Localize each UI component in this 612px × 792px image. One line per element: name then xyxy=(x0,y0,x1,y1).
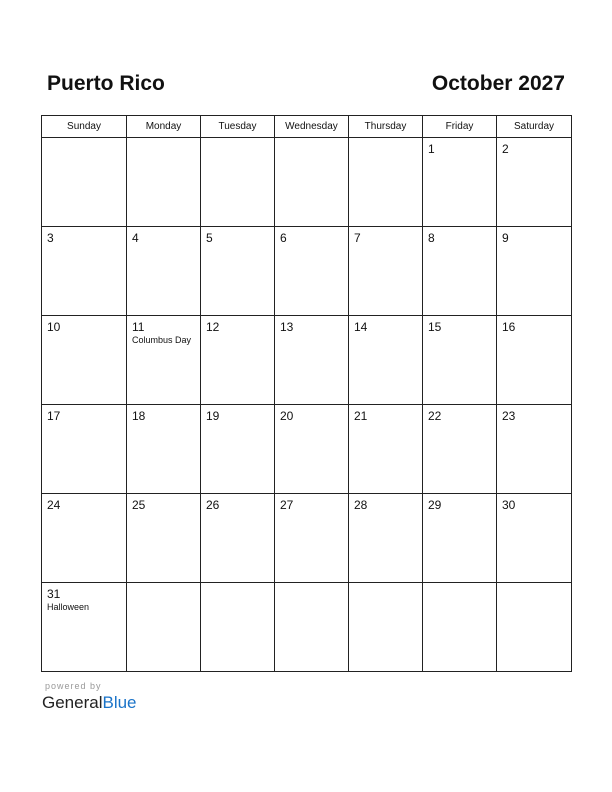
day-number: 15 xyxy=(428,320,442,334)
day-cell xyxy=(423,494,497,583)
day-cell-content xyxy=(497,405,571,427)
day-number: 22 xyxy=(428,409,442,423)
day-number: 16 xyxy=(502,320,516,334)
day-cell-content xyxy=(349,494,422,516)
weekday-friday: Friday xyxy=(423,116,497,138)
day-number: 29 xyxy=(428,498,442,512)
week-row xyxy=(42,316,572,405)
day-cell-content xyxy=(42,227,126,249)
day-number: 28 xyxy=(354,498,368,512)
week-row xyxy=(42,227,572,316)
week-row xyxy=(42,494,572,583)
day-cell-content xyxy=(497,227,571,249)
weekday-tuesday: Tuesday xyxy=(201,116,275,138)
day-cell-content xyxy=(349,227,422,249)
day-cell xyxy=(423,405,497,494)
weekday-header-row xyxy=(42,116,572,138)
day-cell-content xyxy=(349,583,422,591)
empty-day-cell xyxy=(127,138,201,227)
day-cell-content xyxy=(275,494,348,516)
day-cell xyxy=(349,405,423,494)
day-cell-content xyxy=(42,494,126,516)
day-cell xyxy=(127,405,201,494)
empty-day-cell xyxy=(201,138,275,227)
day-cell-content xyxy=(127,138,200,146)
day-cell-content xyxy=(127,583,200,591)
day-cell-content xyxy=(201,583,274,591)
day-cell xyxy=(275,227,349,316)
day-number: 12 xyxy=(206,320,220,334)
empty-day-cell xyxy=(127,583,201,672)
day-cell xyxy=(201,227,275,316)
empty-day-cell xyxy=(275,583,349,672)
day-cell xyxy=(42,316,127,405)
day-cell-content xyxy=(423,316,496,338)
day-number: 7 xyxy=(354,231,361,245)
empty-day-cell xyxy=(349,583,423,672)
day-cell xyxy=(423,138,497,227)
day-number: 20 xyxy=(280,409,294,423)
day-cell-content xyxy=(349,316,422,338)
day-cell-content xyxy=(275,138,348,146)
week-row xyxy=(42,405,572,494)
footer xyxy=(42,681,137,713)
day-cell xyxy=(423,316,497,405)
holiday-label: Columbus Day xyxy=(132,335,192,345)
holiday-label: Halloween xyxy=(47,602,90,612)
day-cell-content xyxy=(423,138,496,160)
day-number: 2 xyxy=(502,142,509,156)
day-cell xyxy=(42,227,127,316)
day-cell xyxy=(275,405,349,494)
brand-blue: Blue xyxy=(102,693,137,712)
day-cell-content xyxy=(497,583,571,591)
day-cell xyxy=(201,316,275,405)
day-number: 30 xyxy=(502,498,516,512)
day-cell-content xyxy=(201,138,274,146)
day-cell-content xyxy=(497,494,571,516)
day-cell-content xyxy=(42,405,126,427)
day-cell-content xyxy=(127,494,200,516)
calendar-grid xyxy=(41,115,572,672)
day-number: 27 xyxy=(280,498,294,512)
day-cell xyxy=(201,494,275,583)
day-cell-content xyxy=(497,138,571,160)
day-number: 13 xyxy=(280,320,294,334)
day-cell xyxy=(275,316,349,405)
day-cell-content xyxy=(127,227,200,249)
day-cell-content xyxy=(201,494,274,516)
month-title: October 2027 xyxy=(431,72,565,95)
day-cell xyxy=(275,494,349,583)
weekday-sunday: Sunday xyxy=(42,116,127,138)
empty-day-cell xyxy=(349,138,423,227)
empty-day-cell xyxy=(423,583,497,672)
day-cell xyxy=(349,227,423,316)
day-cell-content xyxy=(127,405,200,427)
day-number: 25 xyxy=(132,498,146,512)
day-cell xyxy=(423,227,497,316)
day-number: 10 xyxy=(47,320,61,334)
day-cell-content xyxy=(423,583,496,591)
day-number: 1 xyxy=(428,142,435,156)
day-number: 5 xyxy=(206,231,213,245)
day-cell-content xyxy=(201,316,274,338)
day-cell xyxy=(497,494,572,583)
day-cell xyxy=(127,316,201,405)
day-cell xyxy=(42,405,127,494)
day-cell-content xyxy=(423,405,496,427)
week-row xyxy=(42,583,572,672)
day-number: 3 xyxy=(47,231,54,245)
day-cell xyxy=(349,494,423,583)
day-number: 26 xyxy=(206,498,220,512)
day-cell xyxy=(497,138,572,227)
empty-day-cell xyxy=(201,583,275,672)
generalblue-logo[interactable] xyxy=(42,693,137,713)
day-cell-content xyxy=(275,405,348,427)
empty-day-cell xyxy=(275,138,349,227)
day-number: 23 xyxy=(502,409,516,423)
day-cell xyxy=(201,405,275,494)
weekday-saturday: Saturday xyxy=(497,116,572,138)
day-cell xyxy=(42,583,127,672)
day-cell-content xyxy=(423,494,496,516)
day-cell-content xyxy=(42,316,126,338)
day-cell-content xyxy=(275,583,348,591)
weekday-wednesday: Wednesday xyxy=(275,116,349,138)
weekday-thursday: Thursday xyxy=(349,116,423,138)
day-cell-content xyxy=(423,227,496,249)
day-number: 21 xyxy=(354,409,368,423)
day-cell xyxy=(127,494,201,583)
day-cell-content xyxy=(349,405,422,427)
brand-general: General xyxy=(42,693,103,712)
day-cell-content xyxy=(127,316,200,351)
day-cell-content xyxy=(201,227,274,249)
day-cell xyxy=(349,316,423,405)
day-cell-content xyxy=(42,138,126,146)
day-number: 11 xyxy=(132,320,145,334)
day-number: 24 xyxy=(47,498,61,512)
day-number: 8 xyxy=(428,231,435,245)
day-number: 19 xyxy=(206,409,220,423)
empty-day-cell xyxy=(42,138,127,227)
country-title: Puerto Rico xyxy=(47,72,165,95)
powered-by-text: powered by xyxy=(45,681,102,691)
day-number: 17 xyxy=(47,409,61,423)
day-cell-content xyxy=(201,405,274,427)
day-cell-content xyxy=(349,138,422,146)
day-cell-content xyxy=(497,316,571,338)
calendar-body xyxy=(42,138,572,672)
day-cell-content xyxy=(275,227,348,249)
day-number: 4 xyxy=(132,231,139,245)
day-number: 31 xyxy=(47,587,61,601)
day-cell xyxy=(497,316,572,405)
weekday-monday: Monday xyxy=(127,116,201,138)
day-number: 14 xyxy=(354,320,368,334)
day-cell-content xyxy=(275,316,348,338)
day-cell xyxy=(127,227,201,316)
empty-day-cell xyxy=(497,583,572,672)
day-number: 18 xyxy=(132,409,146,423)
week-row xyxy=(42,138,572,227)
day-cell xyxy=(497,405,572,494)
day-number: 6 xyxy=(280,231,287,245)
day-number: 9 xyxy=(502,231,509,245)
day-cell-content xyxy=(42,583,126,618)
day-cell xyxy=(497,227,572,316)
day-cell xyxy=(42,494,127,583)
